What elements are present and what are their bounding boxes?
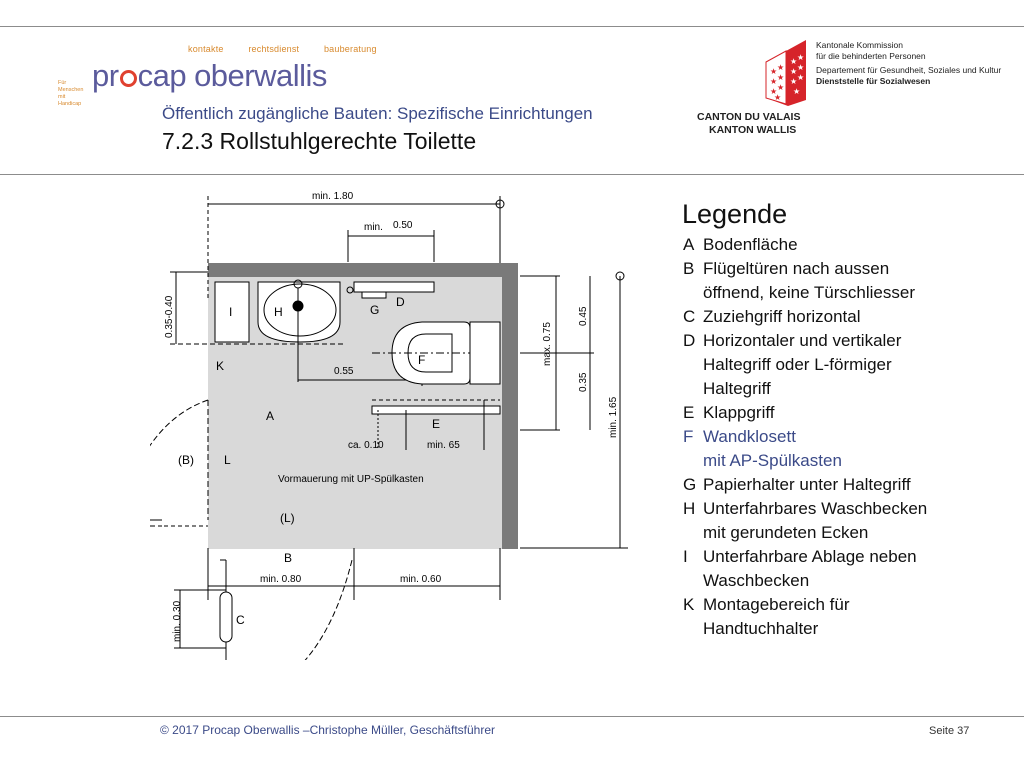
legend-text: Montagebereich für Handtuchhalter — [703, 595, 850, 638]
label-D: D — [396, 295, 405, 309]
legend-item — [683, 497, 983, 545]
legend-text: Unterfahrbares Waschbecken mit gerundeten Ecken — [703, 499, 928, 542]
legend-text: Horizontaler und vertikaler Haltegriff oder L-förmiger Haltegriff — [703, 331, 902, 398]
label-B-paren: (B) — [178, 453, 194, 467]
logo-small-text: Für Menschen mit Handicap — [58, 80, 84, 107]
valais-crest-icon — [762, 40, 810, 106]
svg-text:★: ★ — [793, 87, 801, 96]
canton-de: KANTON WALLIS — [709, 124, 797, 136]
svg-text:★: ★ — [770, 77, 778, 86]
legend-letter: D — [683, 331, 696, 350]
legend-item — [683, 593, 983, 641]
label-B: B — [284, 551, 293, 565]
procap-logo — [92, 58, 327, 94]
legend-item — [683, 257, 983, 305]
svg-text:★: ★ — [777, 63, 785, 72]
legend-list — [683, 233, 983, 641]
legend-text: Bodenfläche — [703, 235, 798, 254]
kommission-line: Dienststelle für Sozialwesen — [816, 75, 931, 86]
logo-tag: kontakte — [188, 44, 224, 54]
wall-right — [502, 263, 518, 549]
legend-letter: E — [683, 403, 695, 422]
dim-door-width: min. 0.80 — [260, 574, 302, 585]
dim-045: 0.45 — [578, 306, 589, 326]
dim-grip-height: min. 0.30 — [172, 600, 183, 642]
svg-text:★: ★ — [790, 67, 798, 76]
svg-text:★: ★ — [774, 93, 782, 102]
svg-text:★: ★ — [790, 77, 798, 86]
label-L-paren: (L) — [280, 511, 295, 525]
note-vormauerung: Vormauerung mit UP-Spülkasten — [278, 474, 424, 485]
wall-top — [208, 263, 518, 277]
page-number: Seite 37 — [929, 725, 970, 737]
legend-text: Unterfahrbare Ablage neben Waschbecken — [703, 547, 917, 590]
svg-text:★: ★ — [770, 67, 778, 76]
legend-letter: H — [683, 499, 696, 518]
header-separator — [0, 174, 1024, 175]
legend-text: Klappgriff — [703, 403, 775, 422]
legend-text: Flügeltüren nach aussen öffnend, keine Türschliesser — [703, 259, 915, 302]
logo-tag: bauberatung — [323, 44, 377, 54]
canton-fr: CANTON DU VALAIS — [697, 111, 801, 123]
legend-text: Wandklosett mit AP-Spülkasten — [703, 427, 842, 470]
legend-item — [683, 401, 983, 425]
logo-ring-icon — [120, 70, 137, 87]
logo-tags — [188, 44, 399, 54]
legend-text: Zuziehgriff horizontal — [703, 307, 861, 326]
kommission-line: Departement für Gesundheit, Soziales und Kultur — [816, 65, 1002, 75]
legend-letter: K — [683, 595, 695, 614]
dim-wc-axis: 0.55 — [334, 366, 354, 377]
legend-letter: I — [683, 547, 688, 566]
legend-letter: F — [683, 427, 694, 446]
dim-top-height: 0.35-0.40 — [164, 295, 175, 338]
legend-letter: G — [683, 475, 697, 494]
dim-g-val: 0.50 — [393, 220, 413, 231]
dim-width-total: min. 1.80 — [312, 191, 354, 202]
kommission-line: Kantonale Kommission — [816, 40, 903, 50]
legend-item — [683, 305, 983, 329]
dim-ca010: ca. 0.10 — [348, 440, 384, 451]
svg-text:★: ★ — [777, 83, 785, 92]
legend-letter: C — [683, 307, 696, 326]
svg-text:★: ★ — [770, 87, 778, 96]
legend-letter: A — [683, 235, 695, 254]
toilet-floor-plan — [150, 180, 650, 660]
svg-text:★: ★ — [797, 73, 805, 82]
legend-item — [683, 545, 983, 593]
legend-title: Legende — [682, 199, 788, 229]
dim-min165: min. 1.65 — [608, 396, 619, 438]
page-title: 7.2.3 Rollstuhlgerechte Toilette — [162, 128, 477, 154]
label-H: H — [274, 305, 283, 319]
dim-min65: min. 65 — [427, 440, 460, 451]
legend-item — [683, 329, 983, 401]
svg-text:★: ★ — [790, 57, 798, 66]
label-A: A — [266, 409, 275, 423]
dim-max075: max. 0.75 — [542, 322, 553, 366]
kommission-line: für die behinderten Personen — [816, 50, 926, 61]
label-K: K — [216, 359, 225, 373]
logo-brand-pro: pr — [92, 58, 119, 93]
svg-text:★: ★ — [777, 73, 785, 82]
footer-copyright: © 2017 Procap Oberwallis –Christophe Müller, Geschäftsführer — [160, 723, 495, 737]
page-subtitle: Öffentlich zugängliche Bauten: Spezifische Einrichtungen — [162, 104, 593, 123]
svg-text:★: ★ — [797, 53, 805, 62]
label-I: I — [229, 305, 233, 319]
label-E: E — [432, 417, 441, 431]
legend-letter: B — [683, 259, 695, 278]
label-L: L — [224, 453, 231, 467]
legend-item — [683, 425, 983, 473]
logo-brand-cap: cap — [137, 58, 187, 93]
dim-g-min: min. — [364, 222, 383, 233]
legend-text: Papierhalter unter Haltegriff — [703, 475, 911, 494]
label-G: G — [370, 303, 380, 317]
top-rule — [0, 26, 1024, 27]
label-C: C — [236, 613, 245, 627]
kommission-block — [816, 40, 1001, 86]
dim-035: 0.35 — [578, 372, 589, 392]
legend-item — [683, 473, 983, 497]
logo-tag: rechtsdienst — [248, 44, 300, 54]
dim-right-width: min. 0.60 — [400, 574, 442, 585]
svg-text:★: ★ — [797, 63, 805, 72]
label-F: F — [418, 353, 426, 367]
footer-separator — [0, 716, 1024, 717]
legend-item — [683, 233, 983, 257]
logo-brand-region: oberwallis — [194, 58, 327, 93]
